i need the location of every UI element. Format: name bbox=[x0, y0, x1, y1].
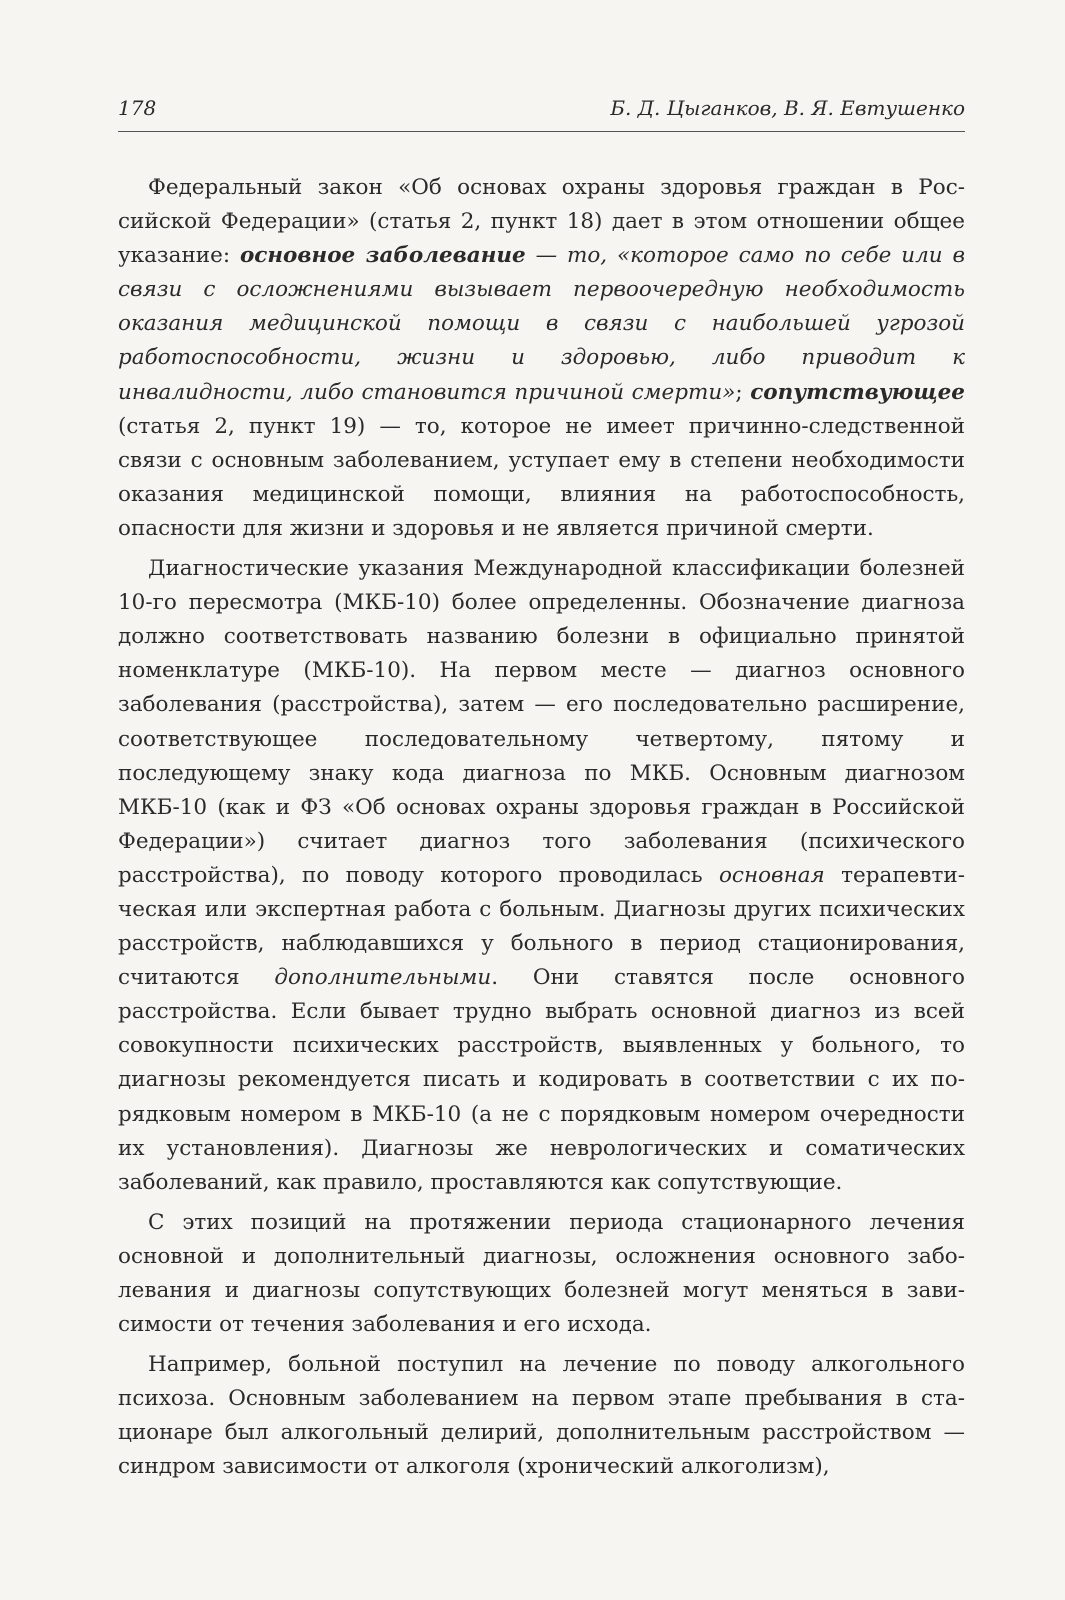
paragraph-4-text: Например, больной поступил на лечение по поводу алкогольного психоза. Основным заболеванием на первом этапе пребывания в стационаре был алкогольный делирий, дополнительным расстройством — синдром зависимости от алкоголя (хронический алкоголизм), bbox=[118, 1352, 965, 1480]
paragraph-3 bbox=[118, 1206, 965, 1342]
paragraph-2-text-end: . Они ставятся после основного расстройства. Если бывает трудно выбрать основной диагноз из всей совокупности психических расстройств, выявленных у больного, то диагнозы рекомендуется писать и кодировать в соответствии с их порядковым номером в МКБ-10 (а не с порядковым номером очередности их установления). Диагнозы же неврологических и соматических заболеваний, как правило, проставляются как сопутствующие. bbox=[118, 965, 965, 1195]
paragraph-1-separator: ; bbox=[735, 379, 751, 405]
paragraph-2 bbox=[118, 552, 965, 1200]
paragraph-1-text: Федеральный закон «Об основах охраны здоровья граждан в Российской Федерации» (статья 2, пункт 18) дает в этом отношении общее указание: bbox=[118, 175, 965, 269]
body-text bbox=[118, 171, 965, 1491]
header-rule bbox=[118, 131, 965, 132]
page-number: 178 bbox=[118, 96, 157, 120]
paragraph-2-text-mid: терапевтическая или экспертная работа с больным. Диагнозы других психических расстройств, наблюдавшихся у больного в период стационирования, считаются bbox=[118, 862, 966, 991]
term-main-disease: основное заболевание bbox=[239, 243, 526, 269]
paragraph-1 bbox=[118, 171, 965, 546]
paragraph-2-text: Диагностические указания Международной классификации болезней 10-го пересмотра (МКБ-10) более определенны. Обозначение диагноза должно соответствовать названию болезни в официально принятой номенклатуре (МКБ-10). На первом месте — диагноз основного заболевания (расстройства), затем — его последовательно расширение, соответствующее последовательному четвертому, пятому и последующему знаку кода диагноза по МКБ. Основным диагнозом МКБ-10 (как и ФЗ «Об основах охраны здоровья граждан в Российской Федерации») считает диагноз того заболевания (психического расстройства), по поводу которого проводилась bbox=[118, 556, 965, 888]
definition-main-disease: — то, «которое само по себе или в связи с осложнениями вызывает первоочередную необходимость оказания медицинской помощи в связи с наибольшей угрозой работоспособности, жизни и здоровью, либо приводит к инвалидности, либо становится причиной смерти» bbox=[118, 243, 965, 405]
term-concomitant: сопутствующее bbox=[750, 379, 965, 405]
emphasis-main: основная bbox=[718, 862, 825, 888]
page-header bbox=[118, 96, 965, 130]
paragraph-3-text: С этих позиций на протяжении периода стационарного лечения основной и дополнительный диагнозы, осложнения основного заболевания и диагнозы сопутствующих болезней могут меняться в зависимости от течения заболевания и его исхода. bbox=[118, 1209, 965, 1338]
paragraph-4 bbox=[118, 1348, 965, 1484]
emphasis-additional: дополнительными bbox=[274, 965, 492, 991]
running-title: Б. Д. Цыганков, В. Я. Евтушенко bbox=[610, 96, 965, 120]
paragraph-1-text-end: (статья 2, пункт 19) — то, которое не имеет причинно-следственной связи с основным заболеванием, уступает ему в степени необходимости оказания медицинской помощи, влияния на работоспособность, опасности для жизни и здоровья и не является причиной смерти. bbox=[118, 413, 965, 541]
